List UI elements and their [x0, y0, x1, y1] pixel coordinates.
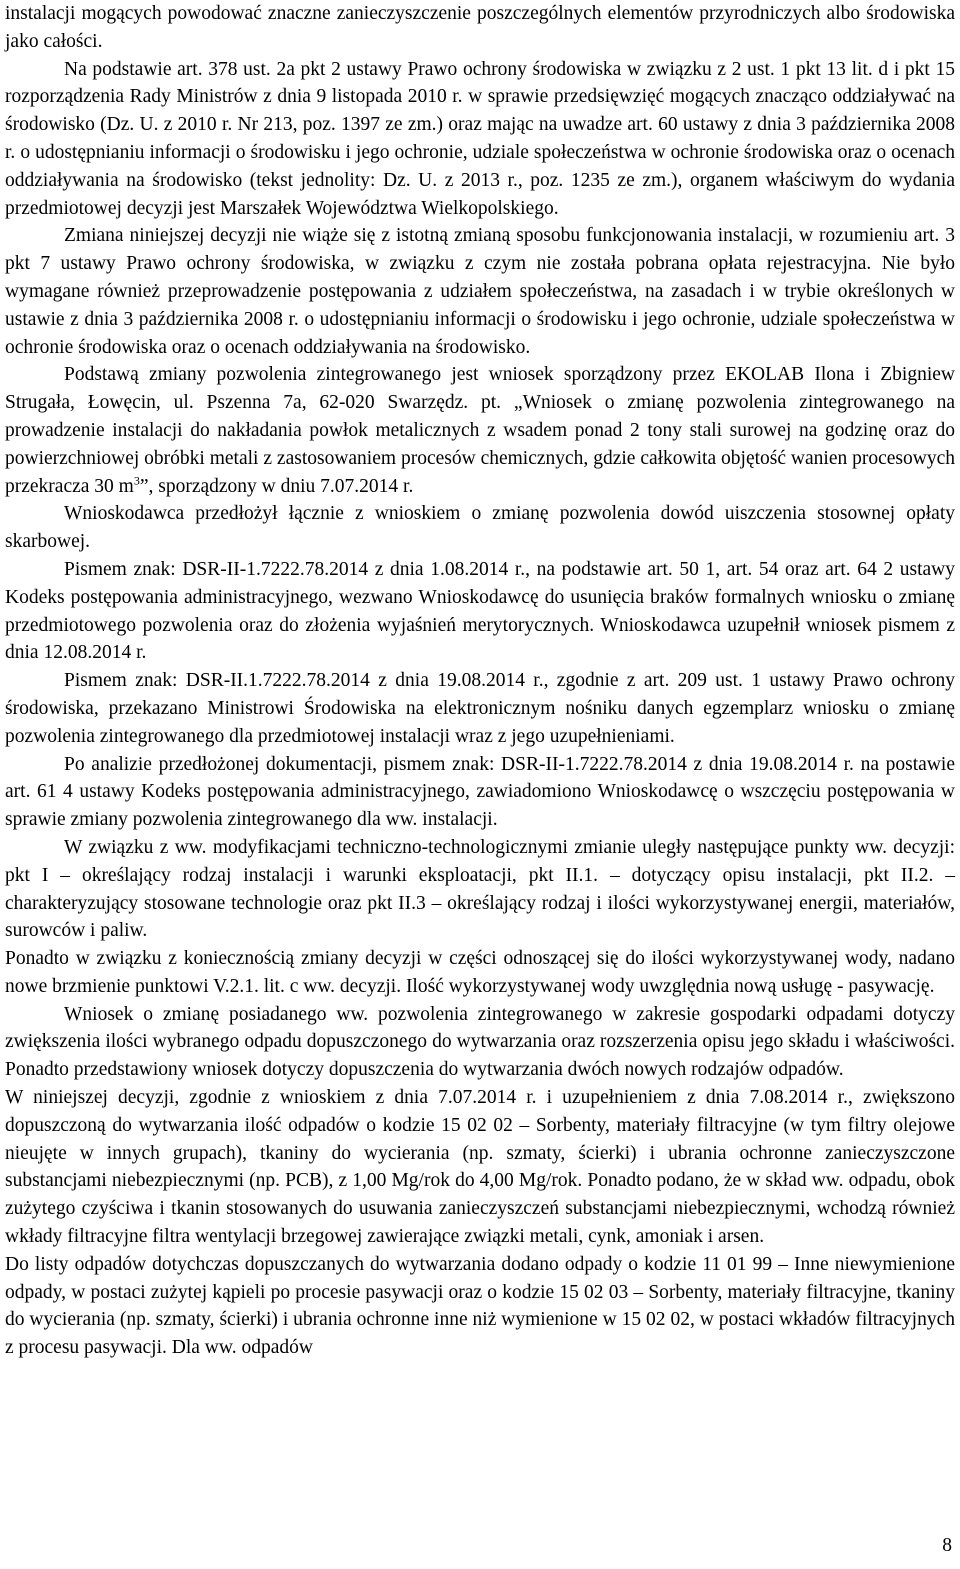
paragraph-10: Ponadto w związku z koniecznością zmiany decyzji w części odnoszącej się do ilości wykorzystywanej wody, nadano nowe brzmienie punktowi V.2.1. lit. c ww. decyzji. Ilość wykorzystywanej wody uwzględnia nową usługę - pasywację. — [5, 948, 955, 997]
paragraph-4-text: Podstawą zmiany pozwolenia zintegrowanego jest wniosek sporządzony przez EKOLAB Ilona i Zbigniew Strugała, Łowęcin, ul. Pszenna 7a, 62-020 Swarzędz. pt. „Wniosek o zmianę pozwolenia zintegrowanego na prowadzenie instalacji do nakładania powłok metalicznych z wsadem ponad 2 tony stali surowej na godzinę oraz do powierzchniowej obróbki metali z zastosowaniem procesów chemicznych, gdzie całkowita objętość wanien procesowych przekracza 30 m — [5, 364, 955, 497]
paragraph-8: Po analizie przedłożonej dokumentacji, pismem znak: DSR-II-1.7222.78.2014 z dnia 19.08.2014 r. na postawie art. 61 4 ustawy Kodeks postępowania administracyjnego, zawiadomiono Wnioskodawcę o wszczęciu postępowania w sprawie zmiany pozwolenia zintegrowanego dla ww. instalacji. — [5, 753, 955, 831]
paragraph-6: Pismem znak: DSR-II-1.7222.78.2014 z dnia 1.08.2014 r., na podstawie art. 50 1, art. 54 oraz art. 64 2 ustawy Kodeks postępowania administracyjnego, wezwano Wnioskodawcę do usunięcia braków formalnych wniosku o zmianę przedmiotowego pozwolenia oraz do złożenia wyjaśnień merytorycznych. Wnioskodawca uzupełnił wniosek pismem z dnia 12.08.2014 r. — [5, 558, 955, 664]
paragraph-12: W niniejszej decyzji, zgodnie z wnioskiem z dnia 7.07.2014 r. i uzupełnieniem z dnia 7.08.2014 r., zwiększono dopuszczoną do wytwarzania ilość odpadów o kodzie 15 02 02 – Sorbenty, materiały filtracyjne (w tym filtry olejowe nieujęte w innych grupach), tkaniny do wycierania (np. szmaty, ścierki) i ubrania ochronne zanieczyszczone substancjami niebezpiecznymi (np. PCB), z 1,00 Mg/rok do 4,00 Mg/rok. Ponadto podano, że w skład ww. odpadu, obok zużytego czyściwa i tkanin stosowanych do usuwania zanieczyszczeń substancjami niebezpiecznymi, wchodzą również wkłady filtracyjne filtra wentylacji brzegowej zawierające związki metali, cynk, amoniak i arsen. — [5, 1087, 955, 1248]
paragraph-11: Wniosek o zmianę posiadanego ww. pozwolenia zintegrowanego w zakresie gospodarki odpadami dotyczy zwiększenia ilości wybranego odpadu dopuszczonego do wytwarzania oraz rozszerzenia opisu jego składu i właściwości. Ponadto przedstawiony wniosek dotyczy dopuszczenia do wytwarzania dwóch nowych rodzajów odpadów. — [5, 1003, 955, 1081]
paragraph-4-tail: ”, sporządzony w dniu 7.07.2014 r. — [139, 475, 414, 497]
paragraph-5: Wnioskodawca przedłożył łącznie z wnioskiem o zmianę pozwolenia dowód uiszczenia stosownej opłaty skarbowej. — [5, 503, 955, 553]
page-number: 8 — [942, 1535, 952, 1556]
superscript-3: 3 — [133, 473, 140, 488]
paragraph-3: Zmiana niniejszej decyzji nie wiąże się z istotną zmianą sposobu funkcjonowania instalacji, w rozumieniu art. 3 pkt 7 ustawy Prawo ochrony środowiska, w związku z czym nie została pobrana opłata rejestracyjna. Nie było wymagane również przeprowadzenie postępowania z udziałem społeczeństwa, na zasadach i w trybie określonych w ustawie z dnia 3 października 2008 r. o udostępnianiu informacji o środowisku i jego ochronie, udziale społeczeństwa w ochronie środowiska oraz o ocenach oddziaływania na środowisko. — [5, 225, 955, 358]
document-page — [5, 0, 955, 1362]
paragraph-4 — [5, 361, 955, 500]
paragraph-2: Na podstawie art. 378 ust. 2a pkt 2 ustawy Prawo ochrony środowiska w związku z 2 ust. 1 pkt 13 lit. d i pkt 15 rozporządzenia Rady Ministrów z dnia 9 listopada 2010 r. w sprawie przedsięwzięć mogących znacząco oddziaływać na środowisko (Dz. U. z 2010 r. Nr 213, poz. 1397 ze zm.) oraz mając na uwadze art. 60 ustawy z dnia 3 października 2008 r. o udostępnianiu informacji o środowisku i jego ochronie, udziale społeczeństwa w ochronie środowiska oraz o ocenach oddziaływania na środowisko (tekst jednolity: Dz. U. z 2013 r., poz. 1235 ze zm.), organem właściwym do wydania przedmiotowej decyzji jest Marszałek Województwa Wielkopolskiego. — [5, 58, 955, 219]
paragraph-9: W związku z ww. modyfikacjami techniczno-technologicznymi zmianie uległy następujące punkty ww. decyzji: pkt I – określający rodzaj instalacji i warunki eksploatacji, pkt II.1. – dotyczący opisu instalacji, pkt II.2. – charakteryzujący stosowane technologie oraz pkt II.3 – określający rodzaj i ilości wykorzystywanej energii, materiałów, surowców i paliw. — [5, 836, 955, 942]
paragraph-7: Pismem znak: DSR-II.1.7222.78.2014 z dnia 19.08.2014 r., zgodnie z art. 209 ust. 1 ustawy Prawo ochrony środowiska, przekazano Ministrowi Środowiska na elektronicznym nośniku danych egzemplarz wniosku o zmianę pozwolenia zintegrowanego dla przedmiotowej instalacji wraz z jego uzupełnieniami. — [5, 670, 955, 747]
paragraph-13: Do listy odpadów dotychczas dopuszczanych do wytwarzania dodano odpady o kodzie 11 01 99 – Inne niewymienione odpady, w postaci zużytej kąpieli po procesie pasywacji oraz o kodzie 15 02 03 – Sorbenty, materiały filtracyjne, tkaniny do wycierania (np. szmaty, ścierki) i ubrania ochronne inne niż wymienione w 15 02 02, w postaci wkładów filtracyjnych z procesu pasywacji. Dla ww. odpadów — [5, 1253, 955, 1359]
paragraph-1: instalacji mogących powodować znaczne zanieczyszczenie poszczególnych elementów przyrodniczych albo środowiska jako całości. — [5, 3, 955, 52]
